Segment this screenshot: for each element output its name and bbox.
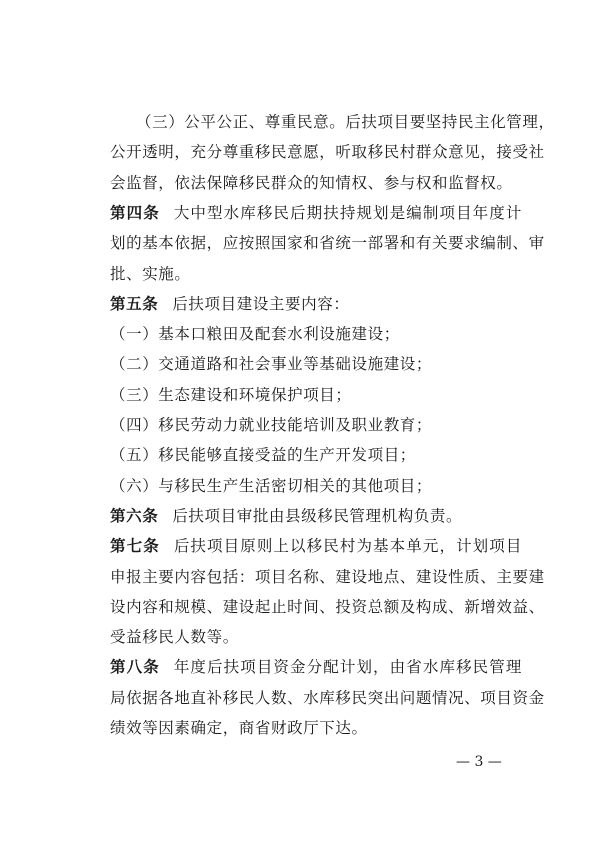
article-4-line: 第四条 大中型水库移民后期扶持规划是编制项目年度计 [110,204,522,222]
article-heading: 第五条 [110,295,159,313]
list-item: （四）移民劳动力就业技能培训及职业教育； [110,416,433,434]
list-item: （六）与移民生产生活密切相关的其他项目； [110,477,433,495]
paragraph-line: 设内容和规模、建设起止时间、投资总额及构成、新增效益、 [110,598,545,616]
paragraph-line: 批、实施。 [110,265,191,283]
page-number: — 3 — [456,754,502,770]
list-item: （三）生态建设和环境保护项目； [110,386,352,404]
paragraph-line: 公开透明，充分尊重移民意愿，听取移民村群众意见，接受社 [110,143,545,161]
paragraph-line: 会监督，依法保障移民群众的知情权、参与权和监督权。 [110,174,513,192]
paragraph-line: 受益移民人数等。 [110,628,239,646]
paragraph-line: （三）公平公正、尊重民意。后扶项目要坚持民主化管理， [136,113,555,131]
list-item: （五）移民能够直接受益的生产开发项目； [110,446,416,464]
paragraph-line: 划的基本依据，应按照国家和省统一部署和有关要求编制、审 [110,234,545,252]
article-6-line: 第六条 后扶项目审批由县级移民管理机构负责。 [110,507,463,525]
article-heading: 第四条 [110,204,160,222]
list-item: （二）交通道路和社会事业等基础设施建设； [110,355,433,373]
paragraph-line: 局依据各地直补移民人数、水库移民突出问题情况、项目资金 [110,689,545,707]
article-heading: 第八条 [110,658,160,676]
list-item: （一）基本口粮田及配套水利设施建设； [110,325,400,343]
article-heading: 第七条 [110,537,160,555]
article-heading: 第六条 [110,507,159,525]
paragraph-line: 绩效等因素确定，商省财政厅下达。 [110,719,368,737]
paragraph-line: 申报主要内容包括：项目名称、建设地点、建设性质、主要建 [110,568,545,586]
article-8-line: 第八条 年度后扶项目资金分配计划，由省水库移民管理 [110,658,522,676]
article-7-line: 第七条 后扶项目原则上以移民村为基本单元，计划项目 [110,537,522,555]
article-5-line: 第五条 后扶项目建设主要内容： [110,295,350,313]
